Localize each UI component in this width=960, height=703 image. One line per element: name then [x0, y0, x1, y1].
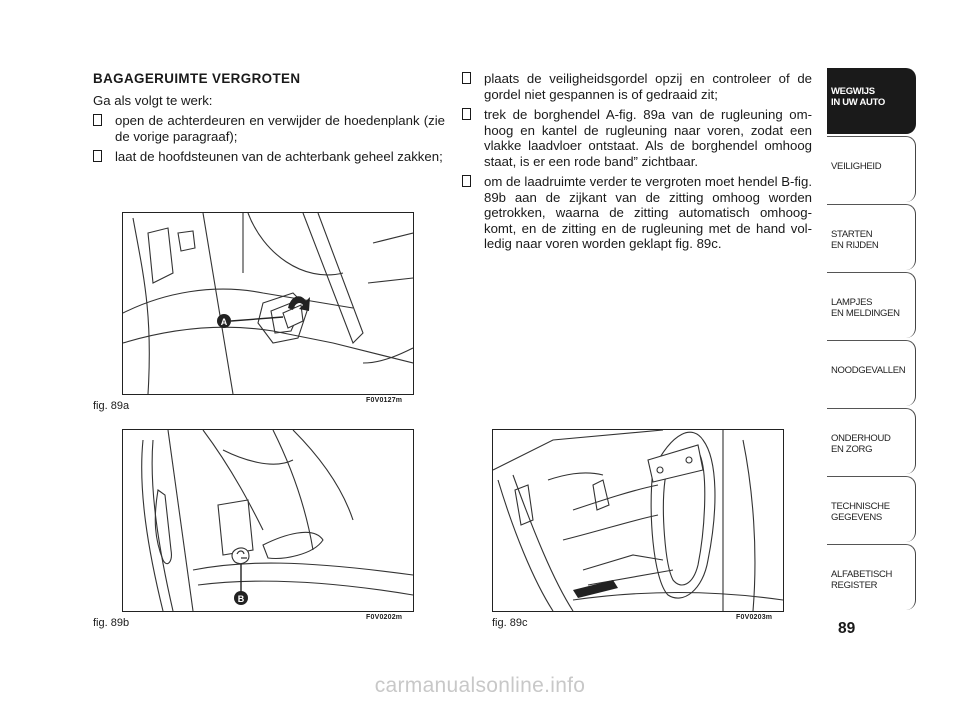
list-item: trek de borghendel A-fig. 89a van de rugleuning om- hoog en kantel de rugleuning naar voren, zodat een vlakke laadvloer ontstaat. Als de borghendel omhoog staat, is er een rode band” zichtbaar.	[462, 107, 812, 169]
list-item: open de achterdeuren en verwijder de hoedenplank (zie de vorige paragraaf);	[93, 113, 445, 144]
tab-veiligheid[interactable]: VEILIGHEID	[827, 136, 916, 202]
list-item: om de laadruimte verder te vergroten moet hendel B-fig. 89b aan de zijkant van de zitting omhoog worden getrokken, waarna de zitting automatisch omhoog- komt, en de zitting en de rugleuning met de hand vol- ledig naar voren worden geklapt fig. 89c.	[462, 174, 812, 252]
tab-alfabetisch-register[interactable]: ALFABETISCH REGISTER	[827, 544, 916, 610]
checkbox-bullet-icon	[462, 72, 471, 84]
figure-89c-illustration	[492, 429, 784, 612]
intro-text: Ga als volgt te werk:	[93, 92, 213, 108]
figure-89c-code: F0V0203m	[736, 614, 773, 621]
checkbox-bullet-icon	[462, 175, 471, 187]
figure-89b-code: F0V0202m	[366, 614, 403, 621]
list-item: plaats de veiligheidsgordel opzij en controleer of de gordel niet gespannen is of gedraaid zit;	[462, 71, 812, 102]
figure-89a-caption: fig. 89a	[93, 400, 130, 412]
left-bullet-list	[93, 113, 445, 165]
figure-89c-caption: fig. 89c	[492, 617, 528, 629]
figure-89a-code: F0V0127m	[366, 397, 403, 404]
tab-onderhoud[interactable]: ONDERHOUD EN ZORG	[827, 408, 916, 474]
tab-lampjes[interactable]: LAMPJES EN MELDINGEN	[827, 272, 916, 338]
watermark-text: carmanualsonline.info	[374, 674, 586, 697]
page-number: 89	[838, 620, 856, 637]
left-column	[93, 71, 445, 170]
right-column	[462, 71, 812, 257]
marker-b-label: B	[237, 594, 245, 604]
tab-wegwijs[interactable]: WEGWIJS IN UW AUTO	[827, 68, 916, 134]
checkbox-bullet-icon	[462, 108, 471, 120]
checkbox-bullet-icon	[93, 114, 102, 126]
figure-89b-caption: fig. 89b	[93, 617, 130, 629]
list-item: laat de hoofdsteunen van de achterbank geheel zakken;	[93, 149, 445, 165]
figure-89a-illustration	[122, 212, 414, 395]
tab-noodgevallen[interactable]: NOODGEVALLEN	[827, 340, 916, 406]
checkbox-bullet-icon	[93, 150, 102, 162]
chapter-index-sidebar	[827, 68, 916, 612]
section-heading: BAGAGERUIMTE VERGROTEN	[93, 71, 301, 86]
tab-starten[interactable]: STARTEN EN RIJDEN	[827, 204, 916, 270]
right-bullet-list	[462, 71, 812, 252]
figure-89b-illustration	[122, 429, 414, 612]
tab-technische-gegevens[interactable]: TECHNISCHE GEGEVENS	[827, 476, 916, 542]
marker-a-label: A	[220, 317, 228, 327]
